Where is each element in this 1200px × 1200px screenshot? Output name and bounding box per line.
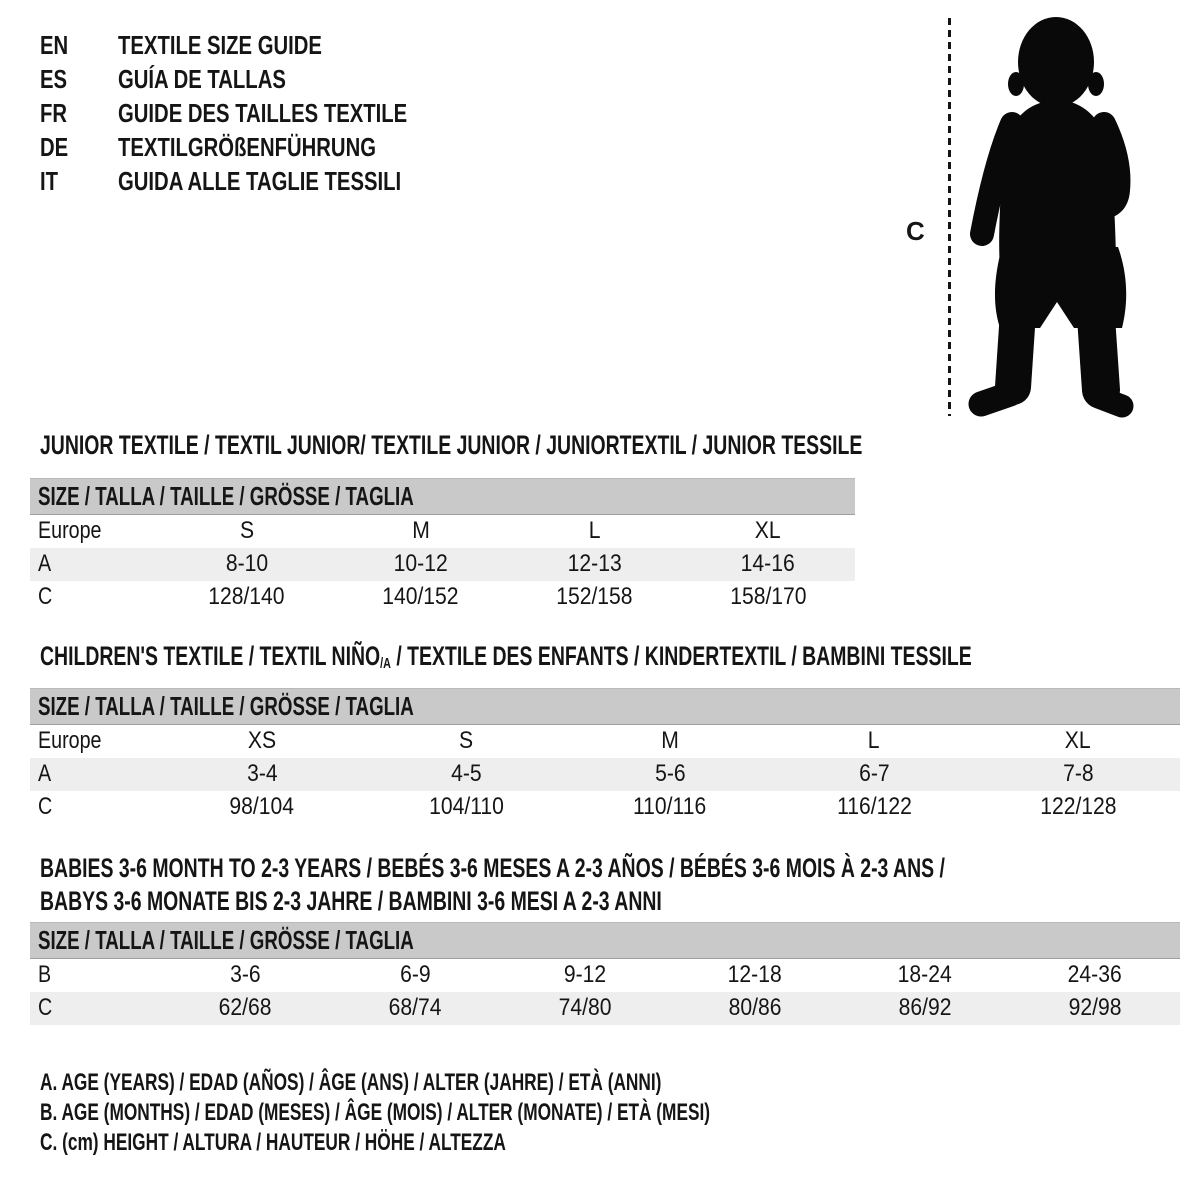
language-row bbox=[40, 62, 489, 96]
language-code-text: DE bbox=[40, 131, 69, 162]
size-cell: 98/104 bbox=[229, 793, 295, 820]
row-label: C bbox=[38, 793, 53, 820]
size-cell: 140/152 bbox=[382, 583, 459, 610]
language-row bbox=[40, 164, 489, 198]
babies-section-title bbox=[40, 852, 1200, 918]
nino-a-subscript: /A bbox=[380, 655, 391, 672]
height-cm-row bbox=[30, 992, 1180, 1025]
height-measure-line bbox=[948, 18, 951, 416]
babies-size-table bbox=[30, 922, 1180, 1025]
size-header-bar bbox=[30, 689, 1180, 725]
size-cell: 9-12 bbox=[563, 961, 607, 989]
size-cell: XS bbox=[247, 727, 277, 755]
language-code bbox=[40, 98, 118, 129]
language-code bbox=[40, 132, 118, 163]
language-title bbox=[118, 30, 379, 61]
language-code-text: IT bbox=[40, 165, 59, 196]
age-years-row bbox=[30, 758, 1180, 791]
language-title-list bbox=[40, 28, 489, 198]
legend-line-c: C. (cm) HEIGHT / ALTURA / HAUTEUR / HÖHE / ALTEZZA bbox=[40, 1129, 506, 1156]
language-title bbox=[118, 166, 481, 197]
language-title bbox=[118, 98, 489, 129]
size-cell: 5-6 bbox=[568, 758, 772, 791]
language-row bbox=[40, 96, 489, 130]
language-title-text: GUÍA DE TALLAS bbox=[118, 63, 286, 94]
children-section-title bbox=[40, 641, 1200, 672]
row-label: A bbox=[30, 758, 160, 791]
size-cell: 8-10 bbox=[160, 548, 334, 581]
size-header-text: SIZE / TALLA / TAILLE / GRÖSSE / TAGLIA bbox=[38, 481, 414, 511]
legend-line-a: A. AGE (YEARS) / EDAD (AÑOS) / ÂGE (ANS) / ALTER (JAHRE) / ETÀ (ANNI) bbox=[40, 1069, 662, 1096]
language-title bbox=[118, 64, 333, 95]
size-cell: 7-8 bbox=[976, 758, 1180, 791]
size-cell: 62/68 bbox=[160, 992, 330, 1025]
size-cell: 152/158 bbox=[556, 583, 633, 610]
size-header-bar bbox=[30, 923, 1180, 959]
babies-title-line1: BABIES 3-6 MONTH TO 2-3 YEARS / BEBÉS 3-6 MESES A 2-3 AÑOS / BÉBÉS 3-6 MOIS À 2-3 ANS / bbox=[40, 853, 945, 883]
language-code bbox=[40, 30, 118, 61]
size-cell: 74/80 bbox=[500, 992, 670, 1025]
height-measure-label: C bbox=[906, 216, 925, 246]
size-cell: XL bbox=[1065, 727, 1091, 755]
size-cell: L bbox=[588, 517, 601, 545]
language-code bbox=[40, 64, 118, 95]
size-cell: 24-36 bbox=[1067, 961, 1123, 989]
size-cell: 110/116 bbox=[633, 793, 707, 820]
size-header-bar bbox=[30, 479, 855, 515]
children-section-title-text: CHILDREN'S TEXTILE / TEXTIL NIÑO/A / TEXTILE DES ENFANTS / KINDERTEXTIL / BAMBINI TESSILE bbox=[40, 641, 972, 672]
size-cell: 3-4 bbox=[160, 758, 364, 791]
size-header-text: SIZE / TALLA / TAILLE / GRÖSSE / TAGLIA bbox=[38, 691, 414, 721]
language-code-text: EN bbox=[40, 29, 69, 60]
row-label: Europe bbox=[38, 727, 102, 755]
size-cell: 10-12 bbox=[334, 548, 508, 581]
size-cell: 14-16 bbox=[681, 548, 855, 581]
age-years-row bbox=[30, 548, 855, 581]
size-cell: 6-9 bbox=[399, 961, 431, 989]
junior-section-title bbox=[40, 430, 1182, 461]
height-cm-row bbox=[30, 581, 855, 614]
language-code-text: FR bbox=[40, 97, 68, 128]
toddler-silhouette-icon bbox=[960, 12, 1142, 426]
size-cell: 3-6 bbox=[229, 961, 261, 989]
size-cell: 158/170 bbox=[729, 583, 807, 610]
row-label: C bbox=[30, 992, 160, 1025]
babies-title-line2: BABYS 3-6 MONATE BIS 2-3 JAHRE / BAMBINI 3-6 MESI A 2-3 ANNI bbox=[40, 886, 662, 916]
size-cell: M bbox=[661, 727, 679, 755]
size-cell: 18-24 bbox=[897, 961, 953, 989]
size-cell: S bbox=[239, 517, 254, 545]
language-title-text: TEXTILGRÖßENFÜHRUNG bbox=[118, 131, 376, 162]
language-title-text: GUIDA ALLE TAGLIE TESSILI bbox=[118, 165, 402, 196]
children-size-table bbox=[30, 688, 1180, 824]
size-header-text: SIZE / TALLA / TAILLE / GRÖSSE / TAGLIA bbox=[38, 925, 414, 955]
size-cell: 12-18 bbox=[727, 961, 783, 989]
size-header-row bbox=[30, 923, 1180, 959]
row-label: B bbox=[38, 961, 52, 989]
language-title-text: GUIDE DES TAILLES TEXTILE bbox=[118, 97, 408, 128]
size-header-row bbox=[30, 479, 855, 515]
size-cell: M bbox=[411, 517, 430, 545]
language-row bbox=[40, 28, 489, 62]
measurement-legend bbox=[40, 1068, 971, 1158]
size-cell: 6-7 bbox=[772, 758, 976, 791]
size-cell: 122/128 bbox=[1039, 793, 1117, 820]
row-label: C bbox=[38, 583, 53, 610]
size-cell: 128/140 bbox=[208, 583, 286, 610]
height-cm-row bbox=[30, 791, 1180, 824]
size-cell: 116/122 bbox=[836, 793, 912, 820]
language-code-text: ES bbox=[40, 63, 68, 94]
junior-size-table bbox=[30, 478, 855, 614]
junior-section-title-text: JUNIOR TEXTILE / TEXTIL JUNIOR/ TEXTILE JUNIOR / JUNIORTEXTIL / JUNIOR TESSILE bbox=[40, 430, 863, 460]
size-cell: XL bbox=[755, 517, 782, 545]
row-label: Europe bbox=[38, 517, 102, 545]
size-cell: 80/86 bbox=[670, 992, 840, 1025]
size-cell: 92/98 bbox=[1010, 992, 1180, 1025]
size-cell: 104/110 bbox=[428, 793, 504, 820]
size-cell: 4-5 bbox=[364, 758, 568, 791]
language-code bbox=[40, 166, 118, 197]
age-months-row bbox=[30, 959, 1180, 992]
size-cell: S bbox=[458, 727, 474, 755]
legend-line-b: B. AGE (MONTHS) / EDAD (MESES) / ÂGE (MOIS) / ALTER (MONATE) / ETÀ (MESI) bbox=[40, 1099, 711, 1126]
size-header-row bbox=[30, 689, 1180, 725]
size-cell: 68/74 bbox=[330, 992, 500, 1025]
row-label: A bbox=[30, 548, 160, 581]
size-cell: 86/92 bbox=[840, 992, 1010, 1025]
language-title-text: TEXTILE SIZE GUIDE bbox=[118, 29, 322, 60]
size-cell: 12-13 bbox=[508, 548, 682, 581]
europe-sizes-row bbox=[30, 725, 1180, 758]
language-row bbox=[40, 130, 489, 164]
language-title bbox=[118, 132, 449, 163]
europe-sizes-row bbox=[30, 515, 855, 548]
size-cell: L bbox=[868, 727, 880, 755]
